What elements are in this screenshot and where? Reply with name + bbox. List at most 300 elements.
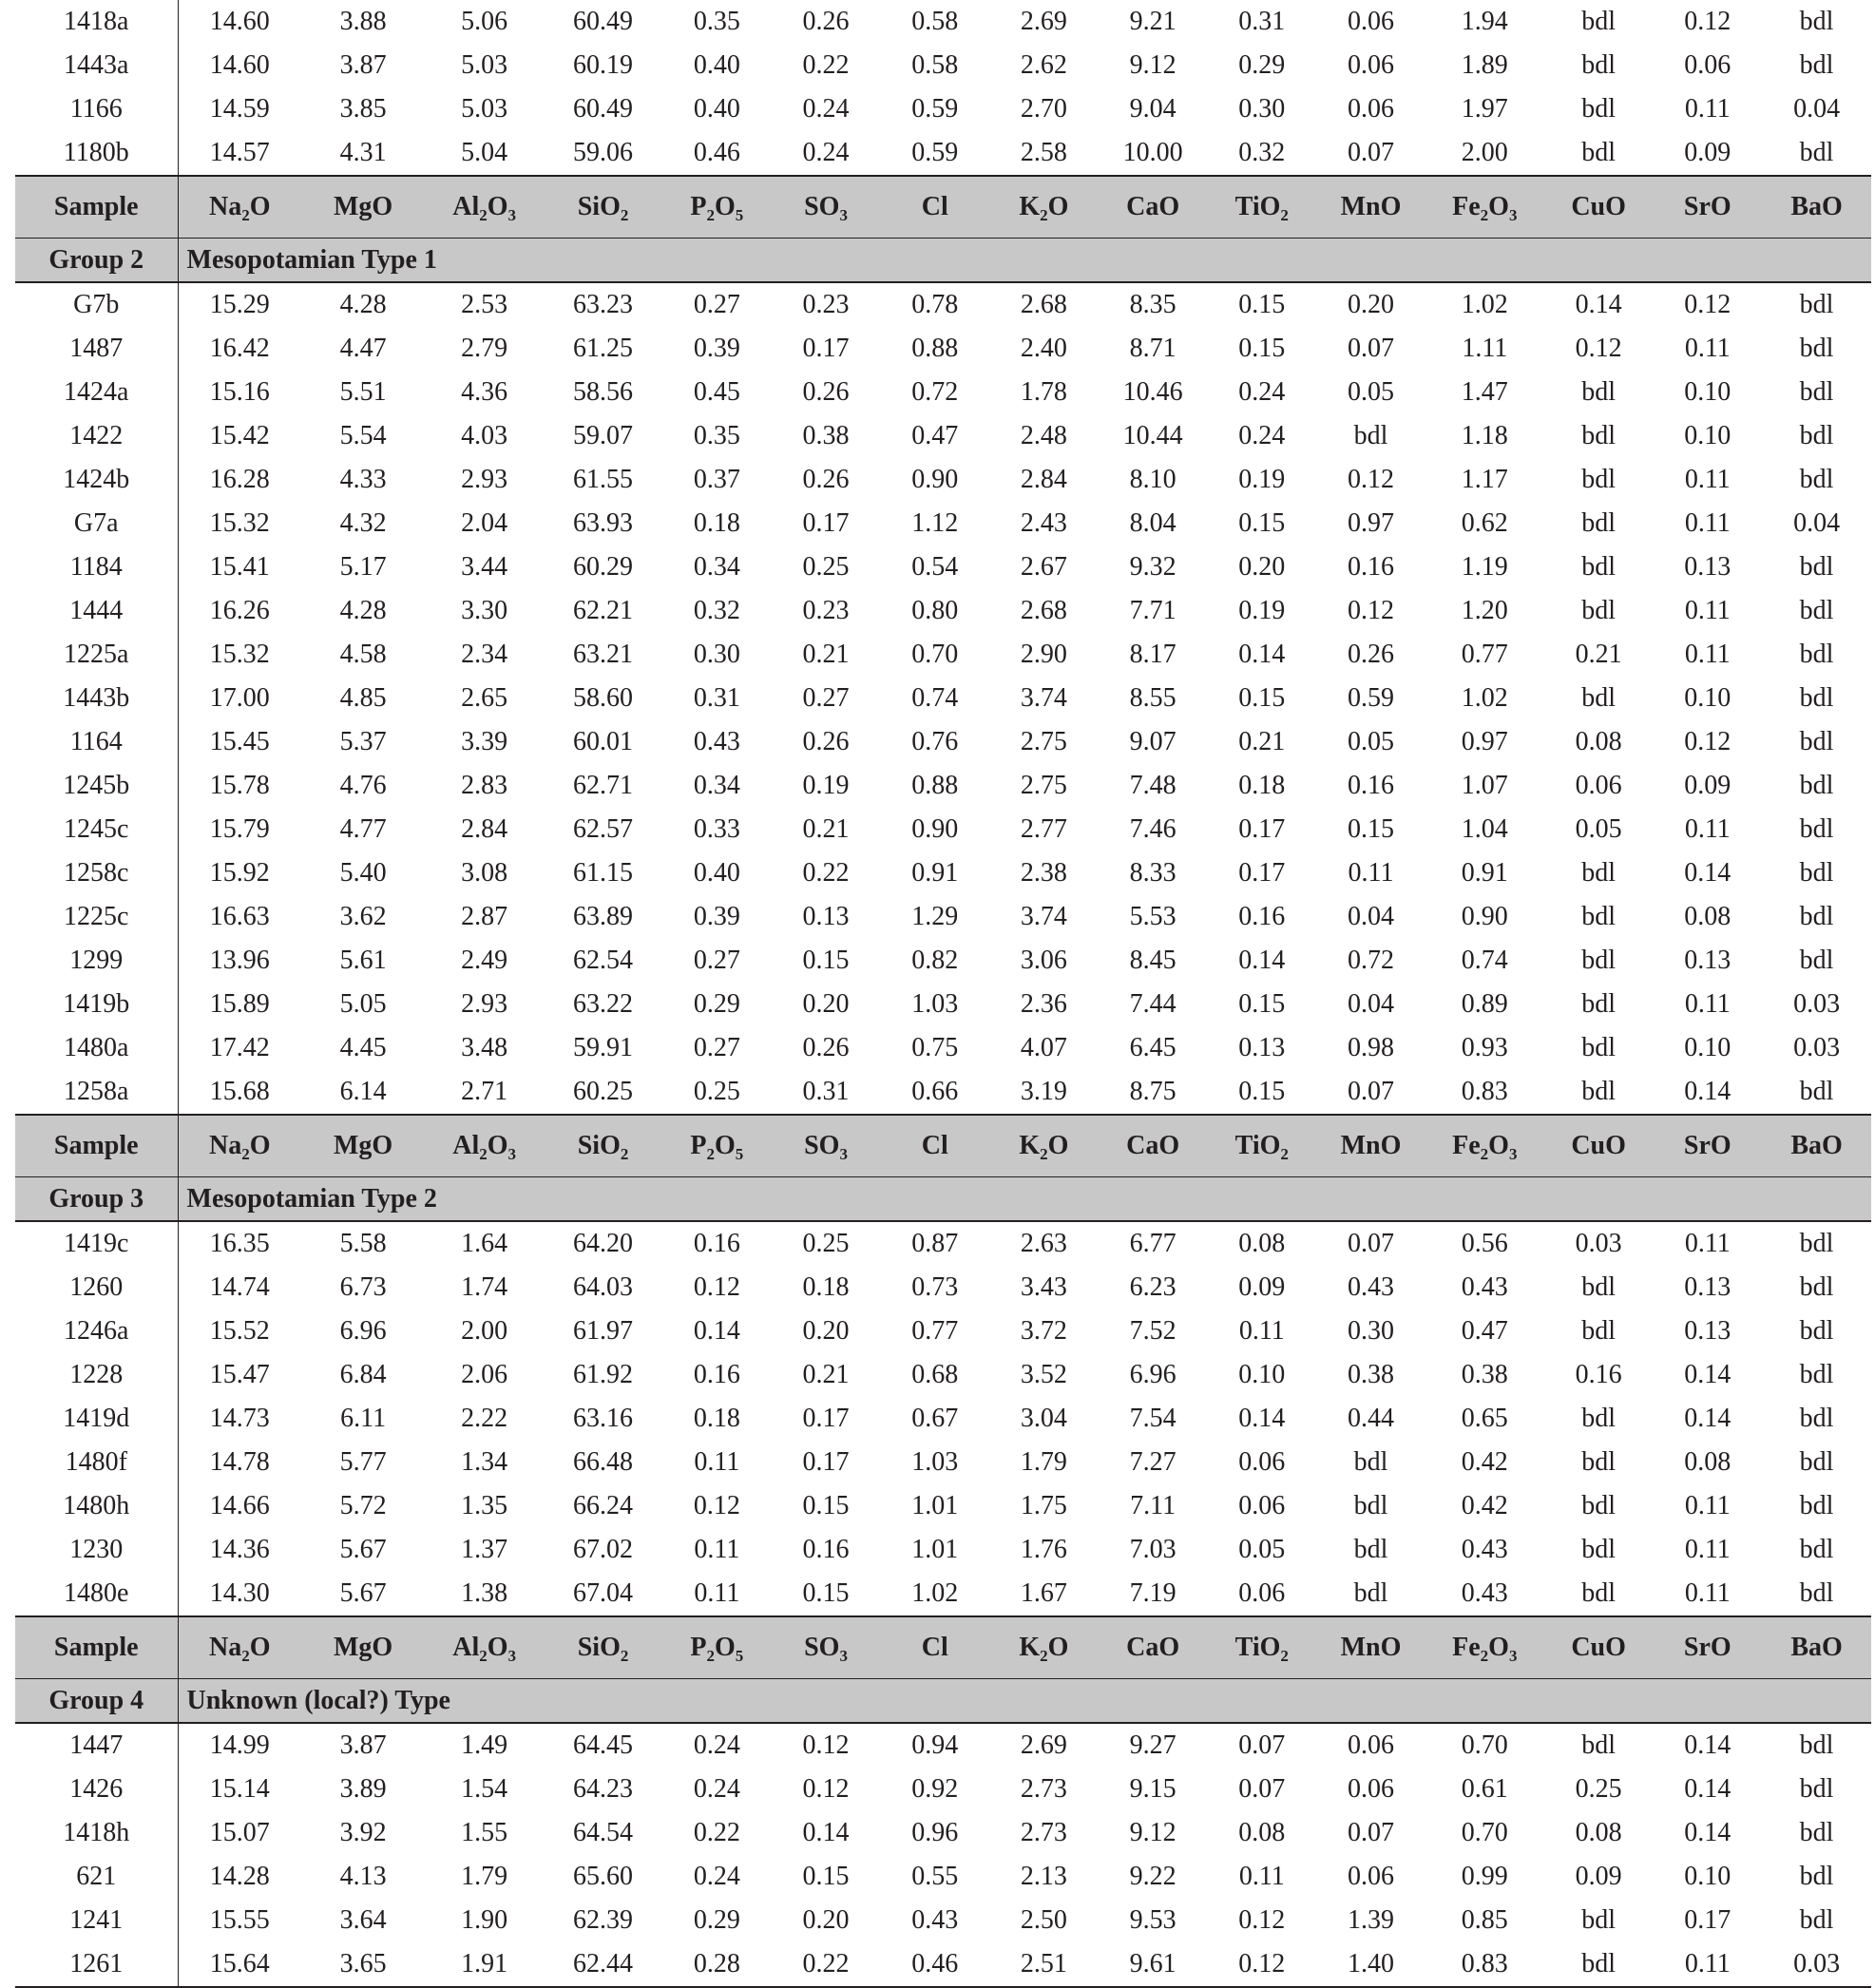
value-cell: 0.44 xyxy=(1347,1404,1394,1433)
sample-id-cell: 1424b xyxy=(15,458,178,502)
value-cell: 2.75 xyxy=(1020,727,1067,756)
sample-id-cell: 1480h xyxy=(15,1484,178,1528)
value-cell: 0.12 xyxy=(1575,334,1622,363)
group-name: Unknown (local?) Type xyxy=(178,1679,1871,1724)
value-cell: 0.20 xyxy=(1238,552,1286,582)
value-cell: 0.13 xyxy=(1684,1316,1732,1346)
sample-id-cell: 1480a xyxy=(15,1026,178,1070)
value-cell: 0.97 xyxy=(1347,508,1394,538)
value-cell: 0.99 xyxy=(1461,1862,1508,1891)
value-cell: 60.01 xyxy=(573,727,634,756)
value-cell: bdl xyxy=(1799,7,1834,36)
sample-id-cell: 1245c xyxy=(15,808,178,851)
value-cell: 62.44 xyxy=(544,1942,662,1987)
value-cell: bdl xyxy=(1581,596,1616,625)
value-cell: 4.58 xyxy=(339,640,387,669)
sample-id-cell: 1426 xyxy=(15,1768,178,1811)
value-cell: 14.30 xyxy=(178,1572,301,1616)
column-header-text: Al xyxy=(452,1131,480,1160)
column-header-text: MnO xyxy=(1340,1633,1402,1662)
value-cell: bdl xyxy=(1581,1272,1616,1302)
value-cell: 0.67 xyxy=(911,1404,959,1433)
column-header xyxy=(15,1616,178,1679)
value-cell: 0.14 xyxy=(1575,290,1622,319)
column-header xyxy=(425,1616,544,1679)
value-cell: 0.83 xyxy=(1425,1942,1544,1987)
value-cell: bdl xyxy=(1799,640,1834,669)
value-cell: 0.74 xyxy=(1461,946,1508,975)
value-cell: 1.94 xyxy=(1461,7,1508,36)
value-cell: 0.22 xyxy=(772,1942,881,1987)
value-cell: bdl xyxy=(1581,989,1616,1019)
value-cell: 15.68 xyxy=(178,1070,301,1115)
value-cell: 3.30 xyxy=(461,596,508,625)
value-cell: 0.15 xyxy=(1238,989,1286,1019)
value-cell: 63.23 xyxy=(573,290,634,319)
value-cell: 0.58 xyxy=(911,7,959,36)
value-cell: bdl xyxy=(1581,552,1616,582)
value-cell: 8.45 xyxy=(1129,946,1177,975)
value-cell: bdl xyxy=(1799,334,1834,363)
value-cell: bdl xyxy=(1353,1535,1388,1564)
column-header xyxy=(425,1115,544,1177)
value-cell: 0.13 xyxy=(1684,946,1732,975)
value-cell: 0.15 xyxy=(1347,814,1394,844)
value-cell: 1.02 xyxy=(1461,290,1508,319)
value-cell: 0.23 xyxy=(802,290,850,319)
column-header-subscript: 2 xyxy=(706,1145,716,1163)
value-cell: 2.06 xyxy=(461,1360,508,1389)
value-cell: bdl xyxy=(1581,7,1616,36)
value-cell: 2.87 xyxy=(461,902,508,931)
value-cell: 0.14 xyxy=(1684,1360,1732,1389)
value-cell: 0.59 xyxy=(880,131,989,176)
value-cell: 2.90 xyxy=(1020,640,1067,669)
value-cell: 0.15 xyxy=(802,946,850,975)
value-cell: bdl xyxy=(1581,1491,1616,1520)
value-cell: 0.89 xyxy=(1461,989,1508,1019)
table-row xyxy=(15,1484,1871,1528)
value-cell: 64.20 xyxy=(573,1229,634,1258)
value-cell: 0.90 xyxy=(1461,902,1508,931)
value-cell: 0.40 xyxy=(693,50,740,80)
column-header-text: Cl xyxy=(921,1633,948,1662)
value-cell: 0.28 xyxy=(662,1942,772,1987)
column-header-row xyxy=(15,176,1871,239)
value-cell: 6.96 xyxy=(339,1316,387,1346)
column-header-text: O xyxy=(249,1633,271,1662)
value-cell: 0.25 xyxy=(1575,1774,1622,1804)
value-cell: 0.18 xyxy=(693,1404,740,1433)
value-cell: 60.25 xyxy=(544,1070,662,1115)
value-cell: 0.06 xyxy=(1347,50,1394,80)
table-row xyxy=(15,851,1871,895)
value-cell: 5.03 xyxy=(461,50,508,80)
value-cell: 62.57 xyxy=(573,814,634,844)
value-cell: 1.89 xyxy=(1461,50,1508,80)
value-cell: 0.43 xyxy=(1347,1272,1394,1302)
value-cell: 1.49 xyxy=(461,1730,508,1760)
value-cell: 0.16 xyxy=(1347,771,1394,800)
column-header-text: P xyxy=(690,1633,707,1662)
value-cell: 67.02 xyxy=(573,1535,634,1564)
column-header xyxy=(1544,176,1654,239)
value-cell: 2.65 xyxy=(461,683,508,713)
column-header xyxy=(1425,176,1544,239)
value-cell: 0.04 xyxy=(1793,94,1841,124)
value-cell: 0.24 xyxy=(693,1862,740,1891)
value-cell: bdl xyxy=(1799,1491,1834,1520)
value-cell: 8.17 xyxy=(1129,640,1177,669)
value-cell: 0.40 xyxy=(693,858,740,888)
value-cell: 0.14 xyxy=(802,1818,850,1847)
value-cell: 0.46 xyxy=(662,131,772,176)
value-cell: 0.91 xyxy=(911,858,959,888)
value-cell: 0.11 xyxy=(1684,1229,1731,1258)
value-cell: 0.13 xyxy=(1684,552,1732,582)
value-cell: 2.51 xyxy=(989,1942,1099,1987)
value-cell: 3.87 xyxy=(339,1730,387,1760)
value-cell: bdl xyxy=(1799,465,1834,494)
value-cell: 0.13 xyxy=(1684,1272,1732,1302)
value-cell: 3.04 xyxy=(1020,1404,1067,1433)
table-row xyxy=(15,1309,1871,1353)
value-cell: 0.10 xyxy=(1684,683,1732,713)
value-cell: bdl xyxy=(1799,552,1834,582)
sample-id-cell: 1258a xyxy=(15,1070,178,1115)
value-cell: 0.30 xyxy=(1238,94,1286,124)
value-cell: 8.71 xyxy=(1129,334,1177,363)
value-cell: 61.25 xyxy=(573,334,634,363)
value-cell: 14.59 xyxy=(209,94,270,124)
value-cell: bdl xyxy=(1799,1404,1834,1433)
value-cell: 1.75 xyxy=(1020,1491,1067,1520)
value-cell: 0.10 xyxy=(1684,377,1732,407)
value-cell: 1.18 xyxy=(1461,421,1508,450)
sample-id-cell: 1241 xyxy=(15,1899,178,1942)
value-cell: 0.15 xyxy=(1238,683,1286,713)
value-cell: 1.67 xyxy=(989,1572,1099,1616)
value-cell: 8.55 xyxy=(1129,683,1177,713)
column-header-text: O xyxy=(249,1131,271,1160)
value-cell: bdl xyxy=(1799,1774,1834,1804)
value-cell: 0.13 xyxy=(802,902,850,931)
value-cell: bdl xyxy=(1799,596,1834,625)
value-cell: 0.76 xyxy=(911,727,959,756)
value-cell: 62.54 xyxy=(573,946,634,975)
value-cell: 2.34 xyxy=(461,640,508,669)
column-header-subscript: 5 xyxy=(735,1145,744,1163)
value-cell: 0.06 xyxy=(1575,771,1622,800)
column-header-text: O xyxy=(1047,192,1069,221)
column-header-text: K xyxy=(1019,1633,1041,1662)
sample-id-cell: 1443b xyxy=(15,677,178,720)
value-cell: bdl xyxy=(1581,1316,1616,1346)
column-header xyxy=(662,176,772,239)
value-cell: 2.38 xyxy=(1020,858,1067,888)
column-header-text: P xyxy=(690,192,707,221)
value-cell: 17.42 xyxy=(209,1033,270,1062)
value-cell: 7.19 xyxy=(1099,1572,1208,1616)
value-cell: 0.14 xyxy=(1238,640,1286,669)
column-header-text: O xyxy=(1488,192,1509,221)
table-row xyxy=(15,1768,1871,1811)
column-header xyxy=(425,176,544,239)
value-cell: 9.21 xyxy=(1129,7,1177,36)
value-cell: 1.19 xyxy=(1461,552,1508,582)
value-cell: 60.49 xyxy=(573,7,634,36)
table-row xyxy=(15,1855,1871,1899)
value-cell: 16.63 xyxy=(209,902,270,931)
value-cell: 7.46 xyxy=(1129,814,1177,844)
value-cell: 0.70 xyxy=(1461,1730,1508,1760)
column-header-text: TiO xyxy=(1234,192,1281,221)
value-cell: 0.43 xyxy=(1425,1572,1544,1616)
value-cell: 0.11 xyxy=(1348,858,1394,888)
value-cell: 15.55 xyxy=(209,1905,270,1935)
value-cell: 0.11 xyxy=(694,1535,740,1564)
sample-id-cell: 1258c xyxy=(15,851,178,895)
value-cell: bdl xyxy=(1581,50,1616,80)
value-cell: 0.06 xyxy=(1347,1862,1394,1891)
value-cell: 0.96 xyxy=(911,1818,959,1847)
sample-id-cell: 1245b xyxy=(15,764,178,808)
value-cell: 3.44 xyxy=(461,552,508,582)
value-cell: 0.15 xyxy=(1238,508,1286,538)
value-cell: 0.29 xyxy=(1238,50,1286,80)
value-cell: 0.19 xyxy=(802,771,850,800)
table-row xyxy=(15,282,1871,327)
table-row xyxy=(15,1026,1871,1070)
value-cell: 3.08 xyxy=(461,858,508,888)
column-header-text: O xyxy=(715,192,736,221)
value-cell: 1.01 xyxy=(911,1535,959,1564)
value-cell: 0.17 xyxy=(802,1447,850,1477)
value-cell: 6.84 xyxy=(339,1360,387,1389)
value-cell: 0.09 xyxy=(1653,131,1762,176)
value-cell: 14.60 xyxy=(209,7,270,36)
value-cell: 0.11 xyxy=(1684,508,1731,538)
value-cell: bdl xyxy=(1799,1229,1834,1258)
value-cell: 6.77 xyxy=(1129,1229,1177,1258)
value-cell: 2.50 xyxy=(1020,1905,1067,1935)
column-header xyxy=(880,176,989,239)
column-header-text: Fe xyxy=(1452,1131,1481,1160)
column-header-subscript: 2 xyxy=(1480,1647,1489,1665)
value-cell: 0.91 xyxy=(1461,858,1508,888)
value-cell: bdl xyxy=(1799,814,1834,844)
value-cell: 15.29 xyxy=(209,290,270,319)
value-cell: 0.12 xyxy=(802,1774,850,1804)
value-cell: 4.13 xyxy=(339,1862,387,1891)
value-cell: 0.06 xyxy=(1238,1491,1286,1520)
value-cell: bdl xyxy=(1799,771,1834,800)
value-cell: 0.33 xyxy=(693,814,740,844)
value-cell: 0.59 xyxy=(1347,683,1394,713)
value-cell: bdl xyxy=(1799,858,1834,888)
value-cell: 58.56 xyxy=(573,377,634,407)
value-cell: bdl xyxy=(1799,1818,1834,1847)
value-cell: 4.36 xyxy=(461,377,508,407)
value-cell: 3.88 xyxy=(339,7,387,36)
value-cell: 15.07 xyxy=(209,1818,270,1847)
table-row xyxy=(15,677,1871,720)
value-cell: 7.27 xyxy=(1129,1447,1177,1477)
value-cell: 0.94 xyxy=(911,1730,959,1760)
table-row xyxy=(15,327,1871,371)
group-name: Mesopotamian Type 1 xyxy=(178,239,1871,283)
value-cell: 63.21 xyxy=(573,640,634,669)
value-cell: 0.16 xyxy=(1347,552,1394,582)
value-cell: 4.85 xyxy=(339,683,387,713)
column-header-text: CuO xyxy=(1571,192,1626,221)
value-cell: 63.89 xyxy=(573,902,634,931)
value-cell: bdl xyxy=(1581,683,1616,713)
column-header-text: K xyxy=(1019,192,1041,221)
value-cell: 0.46 xyxy=(880,1942,989,1987)
value-cell: 0.07 xyxy=(1238,1730,1286,1760)
value-cell: 2.36 xyxy=(1020,989,1067,1019)
value-cell: 9.04 xyxy=(1129,94,1177,124)
value-cell: 4.31 xyxy=(301,131,425,176)
column-header-text: SrO xyxy=(1683,192,1732,221)
value-cell: 6.23 xyxy=(1129,1272,1177,1302)
value-cell: 0.62 xyxy=(1461,508,1508,538)
value-cell: 0.39 xyxy=(693,334,740,363)
value-cell: 0.70 xyxy=(1461,1818,1508,1847)
value-cell: 15.52 xyxy=(209,1316,270,1346)
value-cell: 0.12 xyxy=(802,1730,850,1760)
value-cell: 67.04 xyxy=(544,1572,662,1616)
value-cell: 2.71 xyxy=(425,1070,544,1115)
column-header-subscript: 3 xyxy=(839,206,848,224)
column-header-subscript: 2 xyxy=(1280,1647,1289,1665)
column-header-subscript: 5 xyxy=(735,206,744,224)
sample-id-cell: 1261 xyxy=(15,1942,178,1987)
value-cell: 0.06 xyxy=(1347,1774,1394,1804)
value-cell: 64.23 xyxy=(573,1774,634,1804)
value-cell: 3.74 xyxy=(1020,683,1067,713)
value-cell: 0.07 xyxy=(1347,1818,1394,1847)
column-header-row xyxy=(15,1115,1871,1177)
value-cell: 0.26 xyxy=(802,465,850,494)
value-cell: 15.92 xyxy=(209,858,270,888)
value-cell: 5.54 xyxy=(339,421,387,450)
value-cell: bdl xyxy=(1581,421,1616,450)
column-header-text: SiO xyxy=(577,1633,621,1662)
value-cell: 0.26 xyxy=(802,1033,850,1062)
sample-id-cell: 1424a xyxy=(15,371,178,414)
value-cell: 0.88 xyxy=(911,334,959,363)
value-cell: 1.78 xyxy=(1020,377,1067,407)
value-cell: 2.73 xyxy=(1020,1818,1067,1847)
value-cell: 2.77 xyxy=(1020,814,1067,844)
value-cell: 1.35 xyxy=(461,1491,508,1520)
value-cell: 7.54 xyxy=(1129,1404,1177,1433)
value-cell: 58.60 xyxy=(573,683,634,713)
column-header-text: O xyxy=(249,192,271,221)
value-cell: 0.72 xyxy=(911,377,959,407)
value-cell: 0.11 xyxy=(1684,814,1731,844)
column-header-subscript: 2 xyxy=(1040,206,1048,224)
value-cell: 0.38 xyxy=(1347,1360,1394,1389)
value-cell: 64.03 xyxy=(573,1272,634,1302)
group-id: Group 2 xyxy=(15,239,178,283)
value-cell: 0.20 xyxy=(1347,290,1394,319)
value-cell: 0.17 xyxy=(802,334,850,363)
value-cell: 0.88 xyxy=(911,771,959,800)
value-cell: bdl xyxy=(1762,1070,1871,1115)
value-cell: 63.16 xyxy=(573,1404,634,1433)
value-cell: 5.51 xyxy=(339,377,387,407)
value-cell: bdl xyxy=(1799,1272,1834,1302)
value-cell: 0.26 xyxy=(802,7,850,36)
value-cell: 0.97 xyxy=(1461,727,1508,756)
value-cell: 1.34 xyxy=(461,1447,508,1477)
value-cell: 15.45 xyxy=(209,727,270,756)
value-cell: 3.64 xyxy=(339,1905,387,1935)
value-cell: 0.66 xyxy=(880,1070,989,1115)
column-header xyxy=(1316,1616,1425,1679)
column-header-text: Sample xyxy=(53,1633,139,1662)
value-cell: 16.28 xyxy=(209,465,270,494)
value-cell: 0.06 xyxy=(1238,1447,1286,1477)
value-cell: bdl xyxy=(1799,1447,1834,1477)
value-cell: 0.21 xyxy=(802,640,850,669)
table-row xyxy=(15,1723,1871,1768)
value-cell: bdl xyxy=(1544,1942,1654,1987)
value-cell: 8.04 xyxy=(1129,508,1177,538)
column-header xyxy=(1207,1616,1316,1679)
value-cell: 2.13 xyxy=(1020,1862,1067,1891)
column-header-subscript: 2 xyxy=(706,206,716,224)
table-body xyxy=(15,0,1871,1987)
column-header xyxy=(1544,1115,1654,1177)
value-cell: 0.59 xyxy=(911,94,959,124)
column-header xyxy=(989,1616,1099,1679)
value-cell: 14.66 xyxy=(209,1491,270,1520)
column-header-text: SrO xyxy=(1683,1131,1732,1160)
value-cell: 0.31 xyxy=(1238,7,1286,36)
column-header-subscript: 2 xyxy=(706,1647,716,1665)
value-cell: bdl xyxy=(1581,1033,1616,1062)
value-cell: 16.42 xyxy=(209,334,270,363)
value-cell: 5.06 xyxy=(461,7,508,36)
value-cell: 0.14 xyxy=(1684,858,1732,888)
group-id: Group 3 xyxy=(15,1177,178,1222)
table-row xyxy=(15,983,1871,1026)
value-cell: 1.37 xyxy=(461,1535,508,1564)
sample-id-cell: 1184 xyxy=(15,545,178,589)
value-cell: 6.45 xyxy=(1129,1033,1177,1062)
value-cell: bdl xyxy=(1544,131,1654,176)
table-row xyxy=(15,808,1871,851)
column-header xyxy=(662,1616,772,1679)
value-cell: 0.55 xyxy=(911,1862,959,1891)
column-header-subscript: 3 xyxy=(839,1145,848,1163)
value-cell: 1.54 xyxy=(461,1774,508,1804)
column-header xyxy=(1762,176,1871,239)
value-cell: 0.11 xyxy=(1684,1491,1731,1520)
sample-id-cell: 1166 xyxy=(15,87,178,131)
value-cell: 0.17 xyxy=(1684,1905,1732,1935)
value-cell: 0.70 xyxy=(911,640,959,669)
value-cell: 15.42 xyxy=(209,421,270,450)
sample-id-cell: 621 xyxy=(15,1855,178,1899)
value-cell: 9.53 xyxy=(1129,1905,1177,1935)
value-cell: 3.39 xyxy=(461,727,508,756)
column-header xyxy=(1207,176,1316,239)
